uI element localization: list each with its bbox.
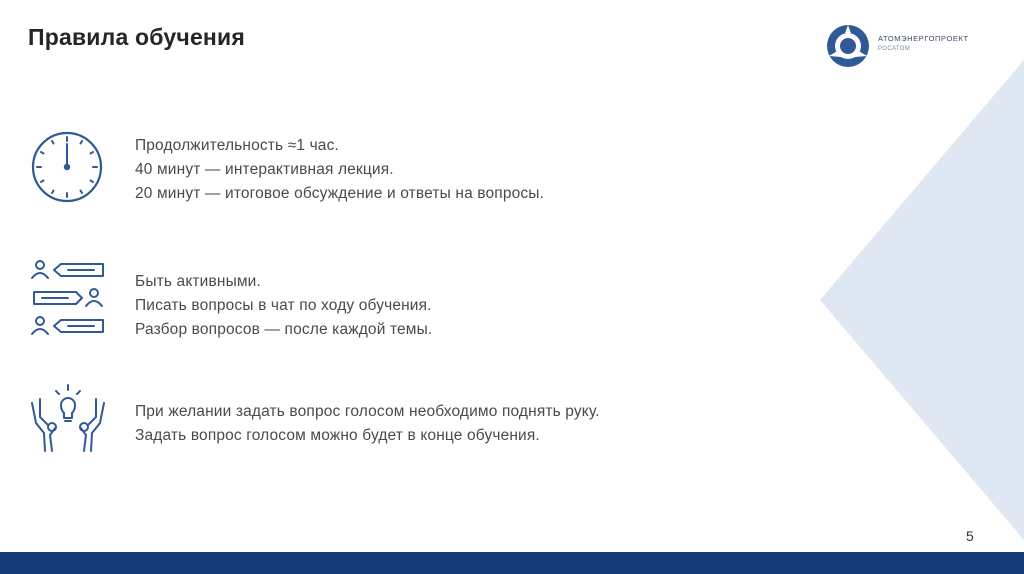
text-line: Писать вопросы в чат по ходу обучения. — [135, 297, 432, 314]
text-line: Продолжительность ≈1 час. — [135, 137, 339, 154]
background-triangle-decoration — [820, 60, 1024, 540]
logo-company-name: АТОМЭНЕРГОПРОЕКТ — [878, 34, 969, 43]
text-line: Разбор вопросов — после каждой темы. — [135, 321, 433, 338]
duration-text — [135, 134, 544, 206]
text-line: 40 минут — интерактивная лекция. — [135, 161, 394, 178]
text-line: При желании задать вопрос голосом необходимо поднять руку. — [135, 403, 600, 420]
page-number: 5 — [966, 528, 974, 544]
logo-text — [878, 33, 969, 55]
footer-bar — [0, 552, 1024, 574]
voice-question-text — [135, 400, 600, 448]
text-line: Быть активными. — [135, 273, 261, 290]
text-line: Задать вопрос голосом можно будет в конце обучения. — [135, 427, 540, 444]
activity-text — [135, 270, 432, 342]
page-title: Правила обучения — [28, 24, 245, 50]
text-line: 20 минут — итоговое обсуждение и ответы на вопросы. — [135, 185, 545, 202]
clock-icon — [28, 130, 106, 208]
company-logo — [826, 24, 996, 68]
chat-people-icon — [28, 260, 108, 340]
raised-hands-lightbulb-icon — [28, 383, 108, 455]
rosatom-logo-icon — [826, 24, 870, 68]
logo-subtitle: РОСАТОМ — [878, 46, 911, 52]
